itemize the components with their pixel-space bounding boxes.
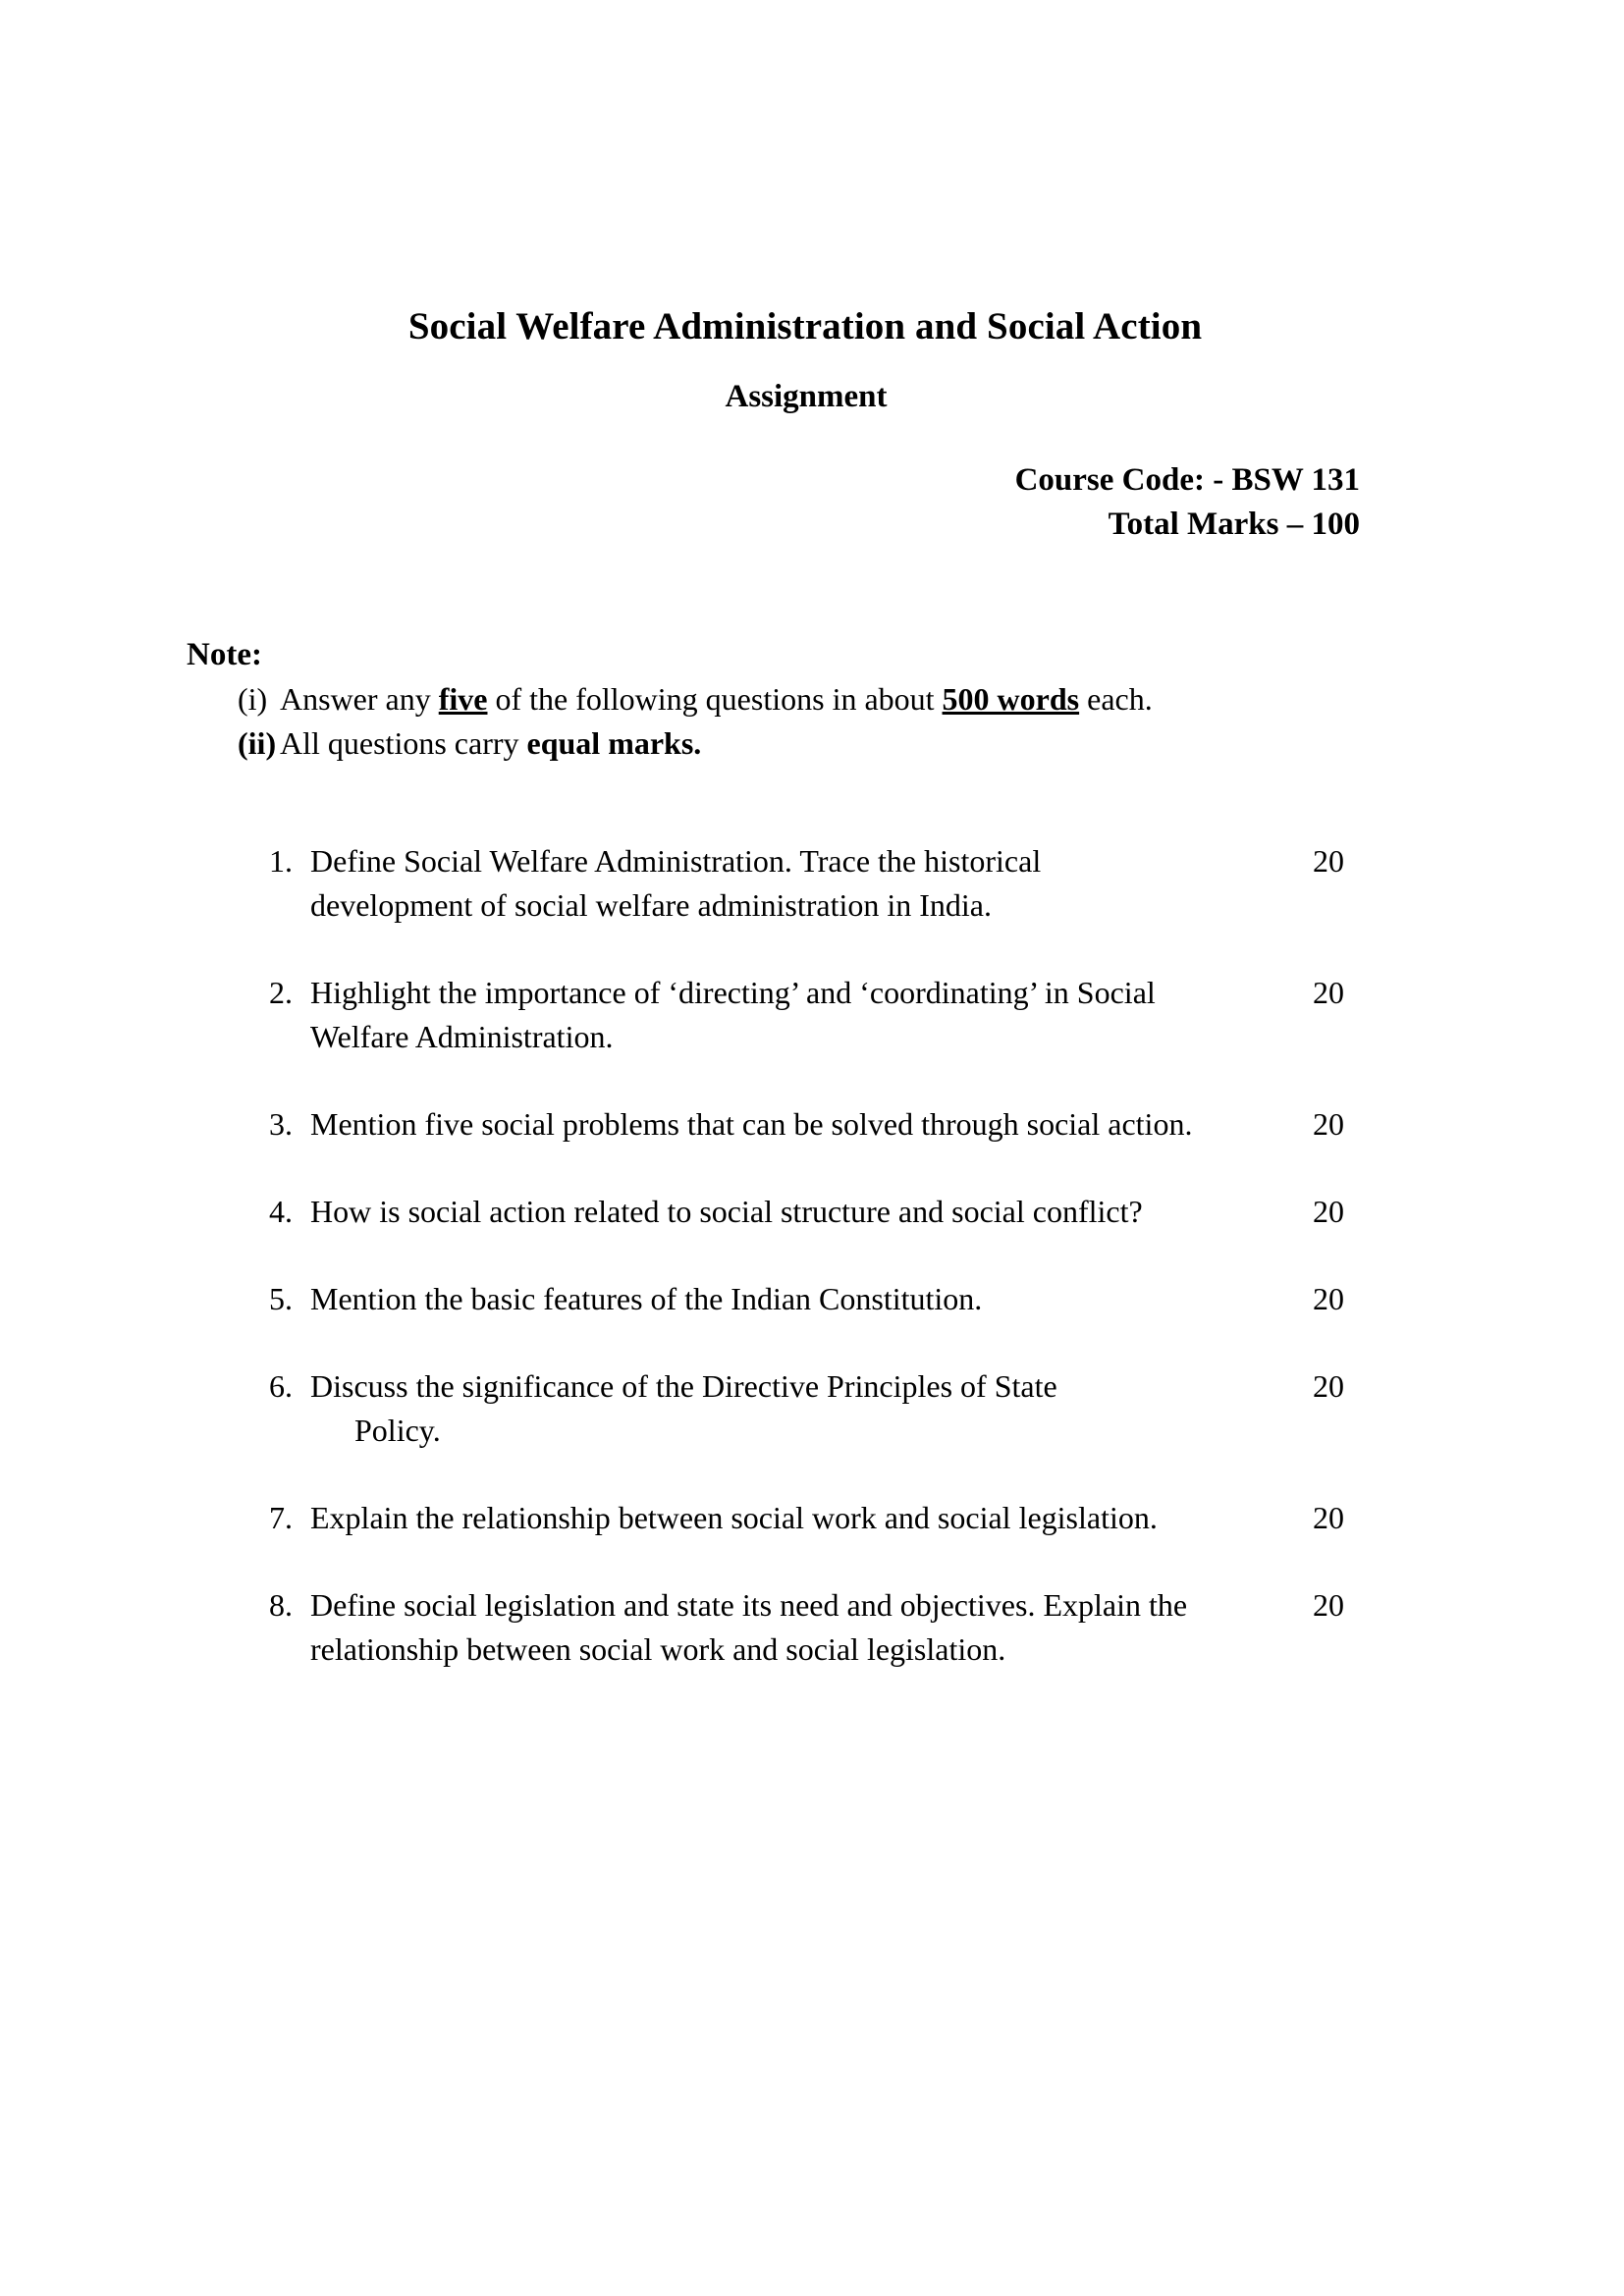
note-item-marker: (ii) (238, 725, 277, 761)
assignment-subtitle: Assignment (725, 379, 888, 414)
question-number: 8. (269, 1587, 293, 1623)
note-item-text (280, 677, 1365, 721)
question-marks: 20 (1313, 1368, 1344, 1404)
question-spacer (0, 1540, 1624, 1583)
page-title: Social Welfare Administration and Social Action (407, 305, 1203, 348)
question-spacer (0, 1453, 1624, 1496)
question-text (310, 1364, 1174, 1453)
note-text-segment: five (438, 681, 488, 717)
question-text-line: Discuss the significance of the Directive Principles of State (310, 1368, 1057, 1404)
note-text-segment: each. (1079, 681, 1153, 717)
note-text-segment: 500 words (942, 681, 1080, 717)
question-number: 2. (269, 975, 293, 1010)
question-number: 4. (269, 1194, 293, 1229)
course-code: Course Code: - BSW 131 (1014, 462, 1360, 498)
question-list (0, 839, 1624, 1672)
question-marks: 20 (1313, 1587, 1344, 1623)
question-text: How is social action related to social structure and social conflict? (310, 1194, 1143, 1229)
question-number: 3. (269, 1106, 293, 1142)
note-item (187, 721, 1365, 766)
question-number: 1. (269, 843, 293, 879)
question-item (0, 971, 1624, 1059)
note-item-text (280, 721, 1365, 766)
question-number: 6. (269, 1368, 293, 1404)
question-item (0, 1583, 1624, 1672)
note-item (187, 677, 1365, 721)
question-marks: 20 (1313, 1194, 1344, 1229)
question-marks: 20 (1313, 843, 1344, 879)
question-item (0, 1496, 1624, 1540)
note-text-segment: equal marks. (526, 725, 702, 761)
question-item (0, 1277, 1624, 1321)
question-text-line: Policy. (354, 1413, 441, 1448)
question-spacer (0, 1147, 1624, 1190)
question-item (0, 1364, 1624, 1453)
question-spacer (0, 1059, 1624, 1102)
question-text: Highlight the importance of ‘directing’ and ‘coordinating’ in Social Welfare Administration. (310, 975, 1156, 1054)
question-item (0, 839, 1624, 928)
note-text-segment: All questions carry (280, 725, 527, 761)
question-item (0, 1190, 1624, 1234)
note-label: Note: (187, 637, 262, 672)
question-spacer (0, 1234, 1624, 1277)
question-spacer (0, 928, 1624, 971)
question-text: Explain the relationship between social work and social legislation. (310, 1500, 1158, 1535)
note-list (187, 677, 1365, 766)
question-text: Define Social Welfare Administration. Trace the historical development of social welfare administration in India. (310, 843, 1042, 923)
question-number: 7. (269, 1500, 293, 1535)
question-spacer (0, 1321, 1624, 1364)
question-marks: 20 (1313, 1500, 1344, 1535)
question-text: Mention five social problems that can be solved through social action. (310, 1106, 1193, 1142)
question-item (0, 1102, 1624, 1147)
note-text-segment: of the following questions in about (487, 681, 943, 717)
course-meta (0, 458, 1360, 547)
note-text-segment: Answer any (280, 681, 439, 717)
question-text: Mention the basic features of the Indian Constitution. (310, 1281, 983, 1316)
note-item-marker: (i) (238, 681, 268, 717)
question-text: Define social legislation and state its need and objectives. Explain the relationship between social work and social legislation. (310, 1587, 1188, 1667)
question-number: 5. (269, 1281, 293, 1316)
question-marks: 20 (1313, 1106, 1344, 1142)
question-marks: 20 (1313, 975, 1344, 1010)
question-marks: 20 (1313, 1281, 1344, 1316)
total-marks: Total Marks – 100 (1108, 507, 1360, 542)
